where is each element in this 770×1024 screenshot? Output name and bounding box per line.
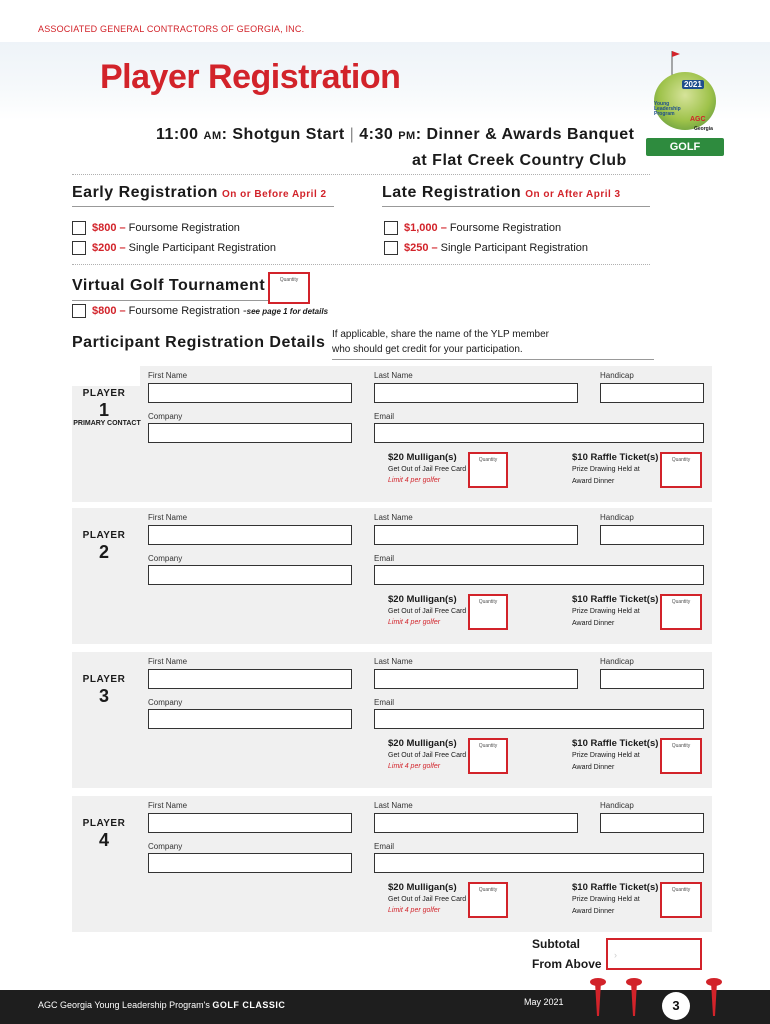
mulligan-limit: Limit 4 per golfer (388, 907, 441, 914)
handicap-field[interactable] (600, 525, 704, 545)
email-label: Email (374, 554, 395, 563)
participant-details-heading: Participant Registration Details (72, 334, 326, 351)
late-foursome-checkbox[interactable] (384, 221, 398, 235)
handicap-field[interactable] (600, 669, 704, 689)
quantity-label: Quantity (671, 599, 691, 605)
golf-tee-icon (626, 978, 642, 1018)
company-label: Company (148, 554, 183, 563)
raffle-subtitle: Prize Drawing Held at (572, 466, 640, 473)
player-label: PLAYER (82, 818, 126, 829)
raffle-title: $10 Raffle Ticket(s) (572, 594, 659, 605)
mulligan-title: $20 Mulligan(s) (388, 452, 457, 463)
player-number: 2 (98, 542, 109, 562)
raffle-title: $10 Raffle Ticket(s) (572, 738, 659, 749)
early-date: On or Before April 2 (221, 189, 327, 200)
last-name-label: Last Name (374, 801, 413, 810)
handicap-label: Handicap (600, 657, 634, 666)
late-single-option (384, 241, 588, 255)
subtotal-line: Subtotal (532, 937, 580, 951)
raffle-title: $10 Raffle Ticket(s) (572, 452, 659, 463)
company-label: Company (148, 842, 183, 851)
company-field[interactable] (148, 709, 352, 729)
mulligan-title: $20 Mulligan(s) (388, 594, 457, 605)
mulligan-quantity-field[interactable] (468, 882, 508, 918)
handicap-label: Handicap (600, 801, 634, 810)
company-field[interactable] (148, 565, 352, 585)
divider (72, 264, 650, 265)
shotgun-text: : Shotgun Start (221, 126, 345, 143)
virtual-quantity-field[interactable] (268, 272, 310, 304)
email-field[interactable] (374, 565, 704, 585)
mulligan-limit: Limit 4 per golfer (388, 477, 441, 484)
raffle-subtitle: Award Dinner (572, 478, 615, 485)
last-name-label: Last Name (374, 513, 413, 522)
first-name-label: First Name (148, 513, 188, 522)
first-name-field[interactable] (148, 525, 352, 545)
option-label: Foursome Registration (128, 222, 240, 234)
option-label: Foursome Registration - (128, 305, 247, 317)
handicap-field[interactable] (600, 813, 704, 833)
subtotal-label (532, 934, 602, 974)
email-field[interactable] (374, 709, 704, 729)
raffle-subtitle: Prize Drawing Held at (572, 752, 640, 759)
last-name-field[interactable] (374, 525, 578, 545)
raffle-quantity-field[interactable] (660, 452, 702, 488)
handicap-field[interactable] (600, 383, 704, 403)
time-separator: | (349, 126, 355, 143)
logo-year: 2021 (684, 80, 702, 89)
virtual-tournament-heading: Virtual Golf Tournament (72, 277, 266, 294)
early-registration-heading (72, 184, 334, 207)
virtual-underline (72, 300, 268, 301)
quantity-label: Quantity (671, 743, 691, 749)
last-name-field[interactable] (374, 383, 578, 403)
footer-date: May 2021 (524, 997, 564, 1007)
email-label: Email (374, 698, 395, 707)
logo-agc-text: AGC (690, 116, 706, 123)
early-foursome-option (72, 221, 240, 235)
currency-marker-icon: › (614, 950, 617, 960)
raffle-quantity-field[interactable] (660, 738, 702, 774)
mulligan-quantity-field[interactable] (468, 594, 508, 630)
pm-label: PM (398, 130, 416, 142)
late-foursome-option (384, 221, 561, 235)
footer-program-text: AGC Georgia Young Leadership Program's (38, 1000, 213, 1010)
late-title: Late Registration (382, 184, 522, 201)
ylp-note-line: If applicable, share the name of the YLP member (332, 329, 549, 340)
mulligan-subtitle: Get Out of Jail Free Card (388, 896, 467, 903)
primary-contact-label: PRIMARY CONTACT (73, 420, 141, 427)
company-label: Company (148, 698, 183, 707)
handicap-label: Handicap (600, 513, 634, 522)
mulligan-subtitle: Get Out of Jail Free Card (388, 752, 467, 759)
handicap-label: Handicap (600, 371, 634, 380)
ylp-credit-note (332, 327, 549, 357)
player-number: 1 (98, 400, 109, 420)
raffle-title: $10 Raffle Ticket(s) (572, 882, 659, 893)
option-price: $800 – (92, 305, 126, 317)
option-label: Single Participant Registration (440, 242, 589, 254)
logo-georgia-text: Georgia (694, 126, 713, 132)
quantity-label: Quantity (671, 887, 691, 893)
golf-tee-icon (590, 978, 606, 1018)
email-field[interactable] (374, 423, 704, 443)
quantity-label: Quantity (478, 887, 498, 893)
last-name-label: Last Name (374, 371, 413, 380)
subtotal-line: From Above (532, 957, 602, 971)
option-price: $200 – (92, 242, 126, 254)
company-field[interactable] (148, 853, 352, 873)
raffle-subtitle: Award Dinner (572, 908, 615, 915)
mulligan-subtitle: Get Out of Jail Free Card (388, 466, 467, 473)
early-foursome-checkbox[interactable] (72, 221, 86, 235)
email-field[interactable] (374, 853, 704, 873)
email-label: Email (374, 412, 395, 421)
player-label: PLAYER (82, 530, 126, 541)
divider (72, 174, 650, 175)
start-time: 11:00 (156, 126, 199, 143)
raffle-subtitle: Prize Drawing Held at (572, 608, 640, 615)
page-title: Player Registration (100, 58, 401, 96)
raffle-subtitle: Prize Drawing Held at (572, 896, 640, 903)
option-price: $800 – (92, 222, 126, 234)
organization-name: ASSOCIATED GENERAL CONTRACTORS OF GEORGIA, INC. (38, 24, 305, 34)
early-single-checkbox[interactable] (72, 241, 86, 255)
golf-classic-logo (646, 50, 724, 171)
late-registration-heading (382, 184, 650, 207)
option-label: Single Participant Registration (128, 242, 277, 254)
mulligan-subtitle: Get Out of Jail Free Card (388, 608, 467, 615)
last-name-field[interactable] (374, 669, 578, 689)
early-single-option (72, 241, 276, 255)
first-name-field[interactable] (148, 669, 352, 689)
logo-ylp-text: Young Leadership Program (654, 101, 681, 117)
mulligan-quantity-field[interactable] (468, 452, 508, 488)
first-name-field[interactable] (148, 383, 352, 403)
venue-text: at Flat Creek Country Club (412, 152, 627, 169)
subtotal-field[interactable] (606, 938, 702, 970)
first-name-label: First Name (148, 657, 188, 666)
player-label: PLAYER (82, 388, 126, 399)
option-price: $1,000 – (404, 222, 447, 234)
mulligan-quantity-field[interactable] (468, 738, 508, 774)
first-name-field[interactable] (148, 813, 352, 833)
mulligan-limit: Limit 4 per golfer (388, 763, 441, 770)
am-label: AM (203, 130, 222, 142)
mulligan-limit: Limit 4 per golfer (388, 619, 441, 626)
virtual-foursome-checkbox[interactable] (72, 304, 86, 318)
raffle-subtitle: Award Dinner (572, 764, 615, 771)
quantity-label: Quantity (478, 457, 498, 463)
option-price: $250 – (404, 242, 438, 254)
quantity-label: Quantity (671, 457, 691, 463)
player-tab-gap (72, 366, 140, 386)
last-name-field[interactable] (374, 813, 578, 833)
first-name-label: First Name (148, 801, 188, 810)
page-number: 3 (662, 992, 690, 1020)
quantity-label: Quantity (478, 743, 498, 749)
player-number: 3 (98, 686, 109, 706)
raffle-quantity-field[interactable] (660, 882, 702, 918)
raffle-subtitle: Award Dinner (572, 620, 615, 627)
last-name-label: Last Name (374, 657, 413, 666)
first-name-label: First Name (148, 371, 188, 380)
raffle-quantity-field[interactable] (660, 594, 702, 630)
quantity-label: Quantity (478, 599, 498, 605)
mulligan-title: $20 Mulligan(s) (388, 882, 457, 893)
ylp-note-line: who should get credit for your participation. (332, 344, 523, 355)
footer-program (38, 1000, 285, 1010)
late-date: On or After April 3 (525, 189, 621, 200)
ylp-credit-field[interactable] (332, 359, 654, 360)
golf-tee-icon (706, 978, 722, 1018)
footer-event-text: GOLF CLASSIC (212, 1000, 286, 1010)
dinner-text: : Dinner & Awards Banquet (415, 126, 635, 143)
event-times (156, 126, 634, 144)
quantity-label: Quantity (279, 277, 299, 283)
email-label: Email (374, 842, 395, 851)
company-label: Company (148, 412, 183, 421)
company-field[interactable] (148, 423, 352, 443)
virtual-note: see page 1 for details (246, 306, 329, 316)
early-title: Early Registration (72, 184, 218, 201)
virtual-foursome-option (72, 304, 328, 318)
late-single-checkbox[interactable] (384, 241, 398, 255)
dinner-time: 4:30 (359, 126, 394, 143)
logo-golf-classic: GOLF CLASSIC (646, 138, 724, 156)
player-label: PLAYER (82, 674, 126, 685)
option-label: Foursome Registration (449, 222, 562, 234)
player-number: 4 (98, 830, 109, 850)
mulligan-title: $20 Mulligan(s) (388, 738, 457, 749)
